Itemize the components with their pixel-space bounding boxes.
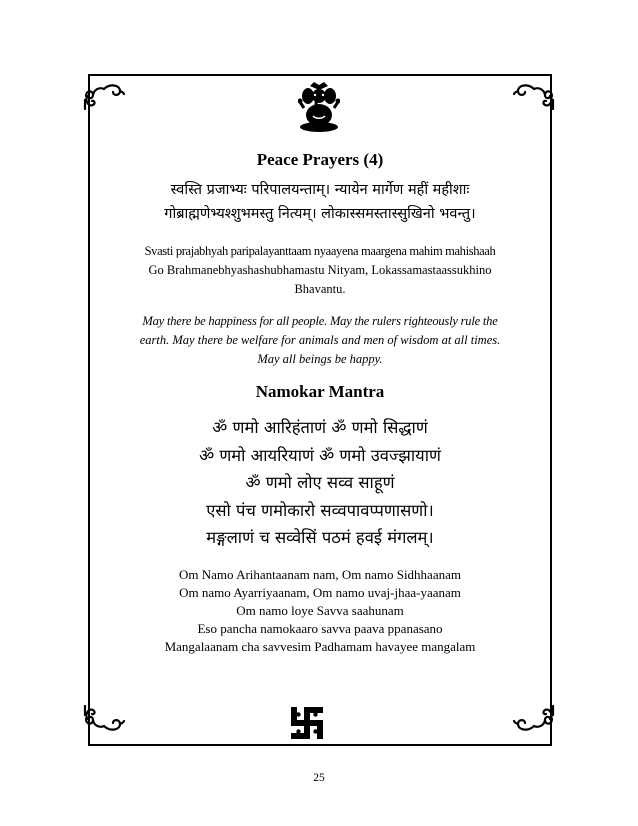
peace-prayers-title: Peace Prayers (4) (256, 150, 384, 169)
mantra-line: ॐ णमो लोए सव्व साहूणं (245, 473, 395, 492)
scroll-ornament-icon (512, 78, 558, 110)
transliteration-line: Om namo loye Savva saahunam (236, 603, 404, 618)
namokar-mantra-text (90, 414, 550, 552)
sanskrit-line: गोब्राह्मणेभ्यश्शुभमस्तु नित्यम्। लोकास्समस्तास्सुखिनो भवन्तु। (164, 206, 476, 222)
mantra-line: ॐ णमो आयरियाणं ॐ णमो उवज्झायाणं (199, 445, 441, 465)
transliteration-line: Go Brahmanebhyashashubhamastu Nityam, Lokassamastaassukhino (148, 263, 492, 277)
translation-line: earth. May there be welfare for animals and men of wisdom at all times. (139, 333, 501, 347)
peace-prayers-sanskrit (90, 178, 550, 226)
peace-prayers-transliteration (90, 242, 550, 299)
page-number: 25 (313, 772, 325, 784)
transliteration-line: Mangalaanam cha savvesim Padhamam havayee mangalam (164, 639, 476, 654)
mantra-line: मङ्गलाणं च सव्वेसिं पठमं हवई मंगलम्। (206, 528, 434, 547)
translation-line: May there be happiness for all people. May the rulers righteously rule the (142, 314, 498, 328)
swastika-icon (288, 704, 326, 742)
sanskrit-line: स्वस्ति प्रजाभ्यः परिपालयन्ताम्। न्यायेन मार्गेण महीं महीशाः (170, 182, 470, 198)
ganesha-icon (298, 82, 340, 132)
transliteration-line: Svasti prajabhyah paripalayanttaam nyaayena maargena mahim mahishaah (144, 244, 496, 258)
transliteration-line: Eso pancha namokaaro savva paava ppanasano (197, 621, 443, 636)
namokar-mantra-title: Namokar Mantra (255, 382, 385, 401)
scroll-ornament-icon (80, 78, 126, 110)
namokar-transliteration (90, 566, 550, 656)
mantra-line: एसो पंच णमोकारो सव्वपावप्पणासणो। (206, 500, 434, 520)
transliteration-line: Om Namo Arihantaanam nam, Om namo Sidhhaanam (179, 567, 461, 582)
transliteration-line: Om namo Ayarriyaanam, Om namo uvaj-jhaa-yaanam (179, 585, 461, 600)
transliteration-line: Bhavantu. (294, 282, 346, 296)
scroll-ornament-icon (512, 705, 558, 737)
mantra-line: ॐ णमो आरिहंताणं ॐ णमो सिद्धाणं (212, 418, 428, 437)
translation-line: May all beings be happy. (257, 352, 383, 366)
scroll-ornament-icon (80, 705, 126, 737)
peace-prayers-translation (90, 312, 550, 369)
